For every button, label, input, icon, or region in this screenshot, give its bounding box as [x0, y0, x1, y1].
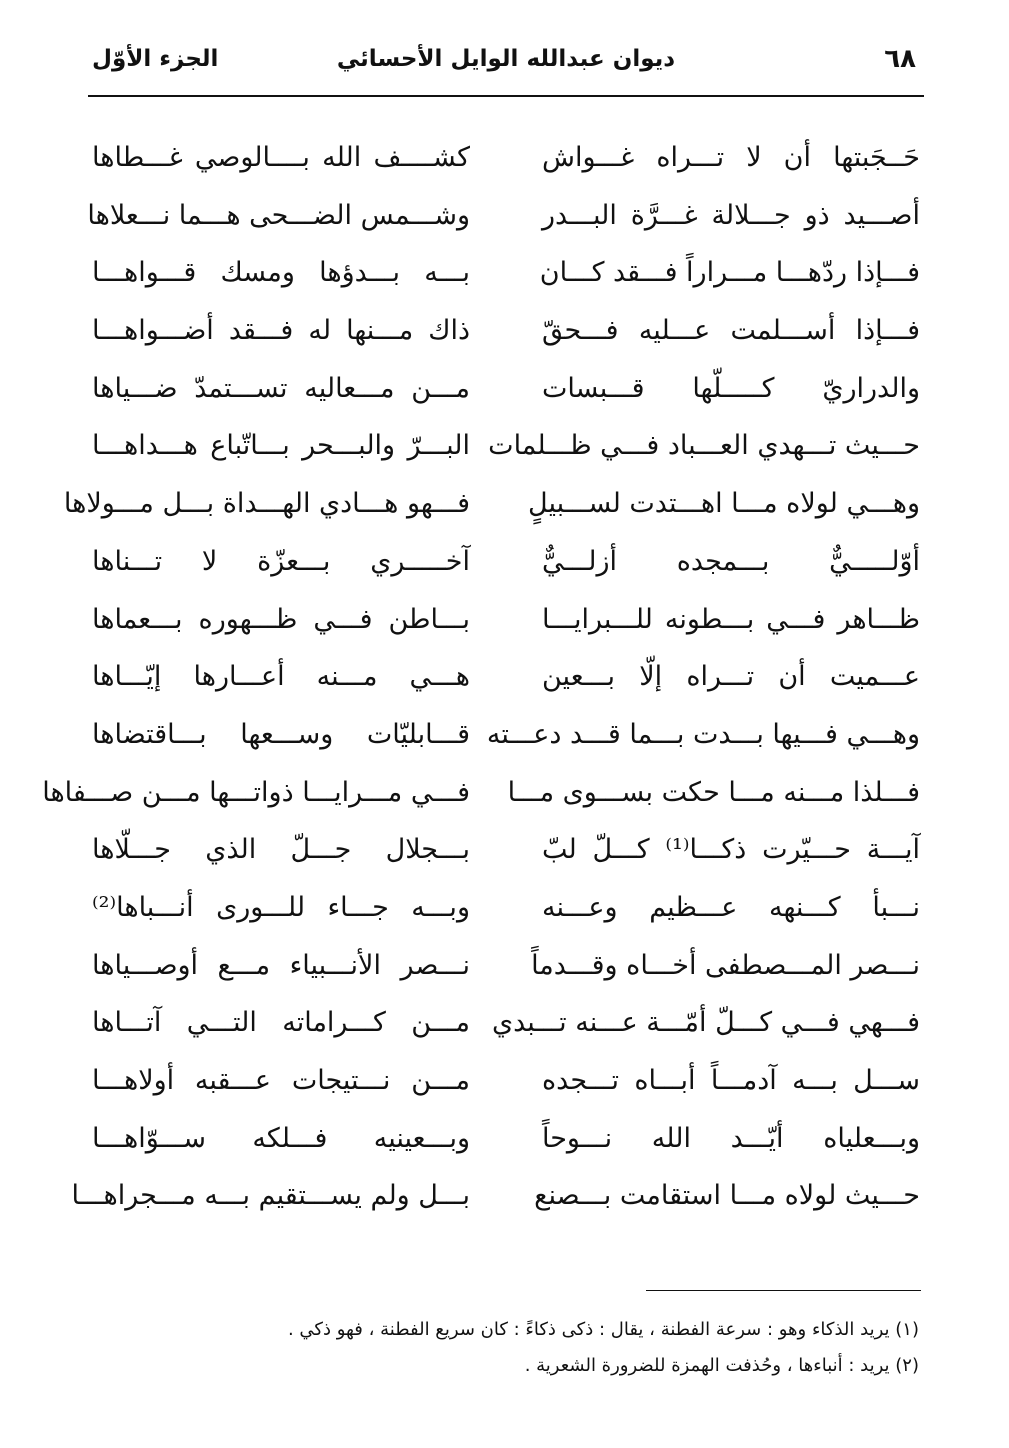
verse-line — [88, 305, 924, 363]
verse-first-hemistich: حَــجَبتها أن لا تـــراه غـــواش — [542, 142, 920, 173]
verse-second-hemistich: وبـــه جـــاء للـــورى أنـــباها⁽²⁾ — [92, 891, 470, 923]
verse-line — [88, 190, 924, 248]
footnote: (١) يريد الذكاء وهو : سرعة الفطنة ، يقال : ذكى ذكاءً : كان سريع الفطنة ، فهو ذكي . — [287, 1319, 919, 1340]
page-number: ٦٨ — [884, 44, 916, 74]
verse-first-hemistich: آيـــة حـــيّرت ذكـــا⁽¹⁾ كـــلّ لبّ — [542, 834, 920, 866]
verse-line — [88, 651, 924, 709]
verse-first-hemistich: عـــميت أن تـــراه إلّا بـــعين — [542, 661, 920, 693]
verse-first-hemistich: فـــإذا ردّهـــا مـــراراً فـــقد كـــان — [539, 257, 920, 289]
verse-line — [63, 478, 924, 536]
verse-first-hemistich: حـــيث تـــهدي العـــباد فـــي ظـــلمات — [488, 430, 920, 462]
verse-first-hemistich: أصـــيد ذو جـــلالة غـــرَّة البـــدر — [542, 199, 920, 231]
verse-second-hemistich: بـــل ولم يســـتقيم بـــه مـــجراهـــا — [71, 1180, 470, 1212]
verse-first-hemistich: وهـــي فـــيها بـــدت بـــما قـــد دعـــته — [486, 718, 920, 750]
verse-first-hemistich: فـــلذا مـــنه مـــا حكت بســـوى مـــا — [507, 776, 920, 808]
verse-second-hemistich: البـــرّ والبـــحر بـــاتّباع هـــداهـــا — [92, 430, 470, 462]
verse-second-hemistich: ذاك مـــنها له فـــقد أضـــواهـــا — [92, 315, 470, 347]
verse-second-hemistich: كشــــف الله بــــالوصي غـــطاها — [92, 142, 470, 173]
verse-second-hemistich: مـــن مـــعاليه تســـتمدّ ضـــياها — [92, 372, 470, 404]
verse-second-hemistich: وشـــمس الضـــحى هـــما نـــعلاها — [87, 199, 470, 231]
verse-line — [71, 1170, 924, 1228]
verse-second-hemistich: مـــن نـــتيجات عـــقبه أولاهـــا — [92, 1065, 470, 1096]
volume-label: الجزء الأوّل — [92, 46, 219, 72]
header-divider — [88, 95, 924, 97]
footnotes — [89, 1312, 919, 1384]
page-header — [88, 40, 924, 90]
verse-second-hemistich: نـــصر الأنـــبياء مـــع أوصـــياها — [92, 949, 470, 981]
verse-line — [88, 420, 924, 478]
verse-first-hemistich: والدراريّ كـــــلّها قـــبسات — [542, 372, 920, 404]
verse-first-hemistich: نـــصر المـــصطفى أخـــاه وقـــدماً — [531, 949, 920, 981]
verse-first-hemistich: وهـــي لولاه مـــا اهـــتدت لســـبيلٍ — [528, 488, 920, 520]
verse-first-hemistich: ظـــاهر فـــي بـــطونه للـــبرايـــا — [542, 603, 920, 635]
verse-first-hemistich: فـــهي فـــي كـــلّ أمّـــة عـــنه تـــبدي — [491, 1007, 920, 1039]
verse-first-hemistich: نـــبأ كـــنهه عـــظيم وعـــنه — [542, 891, 920, 923]
verse-line — [88, 997, 924, 1055]
verse-line — [88, 363, 924, 421]
verse-second-hemistich: هـــي مـــنه أعـــارها إيّـــاها — [92, 661, 470, 693]
verse-line — [42, 767, 924, 825]
verse-first-hemistich: ســـل بـــه آدمـــاً أبـــاه تـــجده — [542, 1065, 920, 1096]
verse-second-hemistich: وبـــعينيه فـــلكه ســـوّاهـــا — [92, 1122, 470, 1154]
verse-first-hemistich: أوّلـــــيٌّ بـــمجده أزلـــيٌّ — [542, 545, 920, 577]
verse-first-hemistich: وبـــعلياه أيّـــد الله نـــوحاً — [542, 1122, 920, 1154]
verse-second-hemistich: آخـــــري بـــعزّة لا تـــناها — [92, 545, 470, 577]
verse-second-hemistich: بـــجلال جـــلّ الذي جـــلّاها — [92, 834, 470, 866]
poem-body — [42, 132, 924, 1228]
verse-first-hemistich: حـــيث لولاه مـــا استقامت بـــصنع — [534, 1180, 920, 1212]
verse-second-hemistich: قـــابليّات وســـعها بـــاقتضاها — [92, 718, 470, 750]
verse-second-hemistich: فـــهو هـــادي الهـــداة بـــل مـــولاها — [63, 488, 470, 520]
footnote-divider — [646, 1290, 921, 1291]
verse-line — [88, 536, 924, 594]
book-title: ديوان عبدالله الوايل الأحسائي — [336, 46, 676, 72]
footnote: (٢) يريد : أنباءها ، وحُذفت الهمزة للضرورة الشعرية . — [524, 1355, 919, 1376]
verse-line — [88, 882, 924, 940]
verse-line — [88, 247, 924, 305]
verse-line — [88, 1113, 924, 1171]
verse-second-hemistich: فـــي مـــرايـــا ذواتـــها مـــن صـــفاها — [42, 776, 470, 808]
verse-second-hemistich: مـــن كـــراماته التـــي آتـــاها — [92, 1007, 470, 1039]
verse-second-hemistich: بـــه بـــدؤها ومسك قـــواهـــا — [92, 257, 470, 289]
verse-line — [88, 824, 924, 882]
verse-line — [88, 132, 924, 190]
verse-first-hemistich: فـــإذا أســـلمت عـــليه فـــحقّ — [542, 315, 920, 347]
verse-line — [88, 1055, 924, 1113]
verse-line — [88, 709, 924, 767]
verse-second-hemistich: بـــاطن فـــي ظـــهوره بـــعماها — [92, 603, 470, 635]
verse-line — [88, 940, 924, 998]
verse-line — [88, 594, 924, 652]
